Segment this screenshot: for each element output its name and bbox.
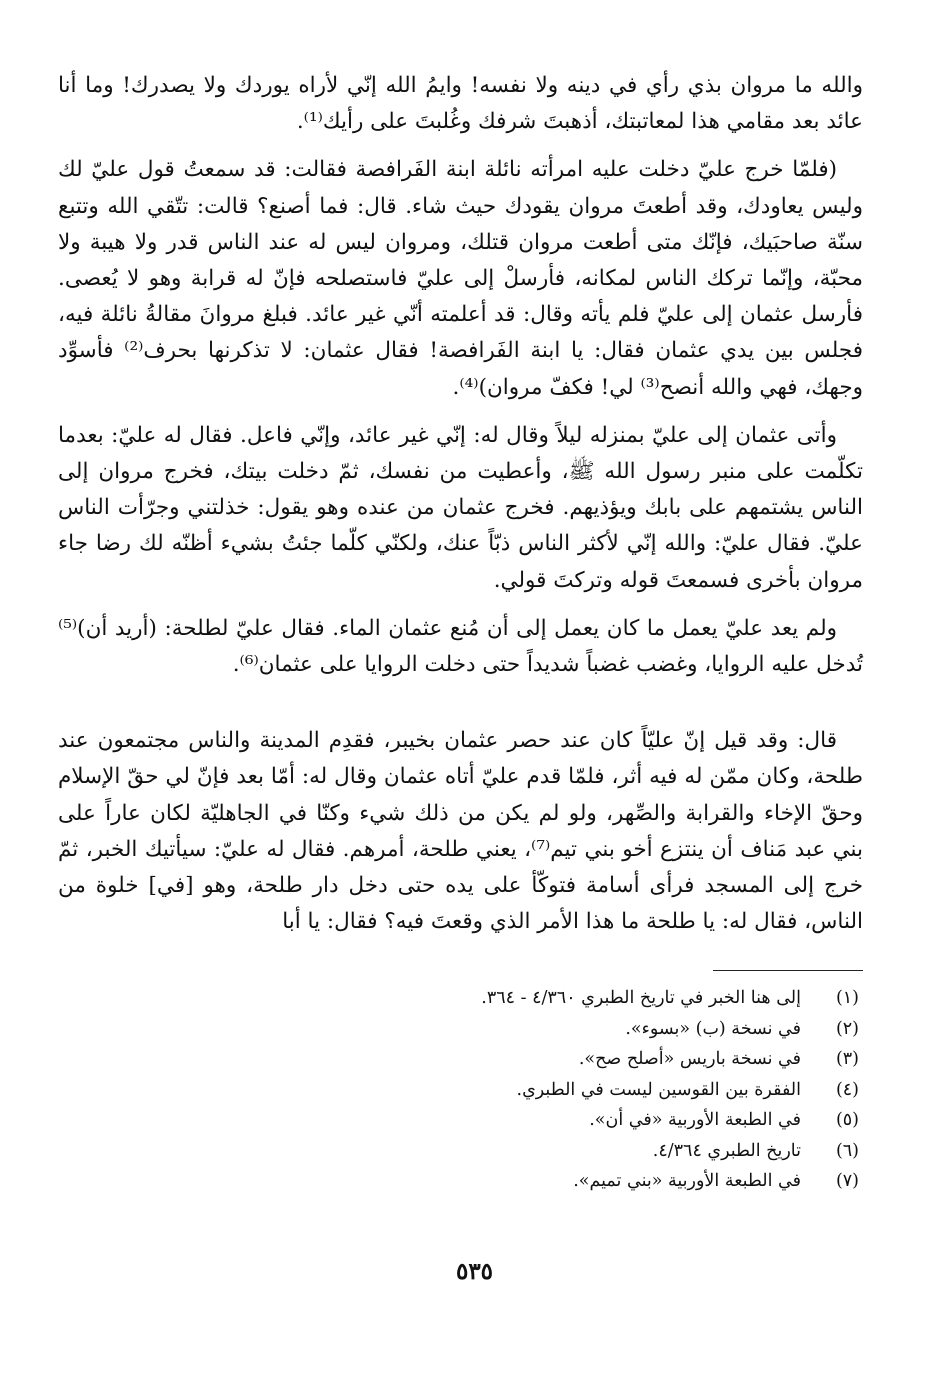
page-number: ٥٣٥ bbox=[455, 1258, 494, 1285]
footnote bbox=[58, 1044, 863, 1075]
paragraph-2: (فلمّا خرج عليّ دخلت عليه امرأته نائلة ابنة الفَرافصة فقالت: قد سمعتُ قول عليّ لك وليس يعاودك، وقد أطعتَ مروان يقودك حيث شاء. قال: فما أصنع؟ قالت: تتّقي الله وتتبع سنّة صاحبَيك، فإنّك متى أطعت مروان قتلك، ومروان ليس له عند الناس قدر ولا هيبة ولا محبّة، وإنّما تركك الناس لمكانه، فأرسلْ إلى عليّ فاستصلحه فإنّ له قرابة وهو لا يُعصى. فأرسل عثمان إلى عليّ فلم يأته وقال: قد أعلمته أنّي غير عائد. فبلغ مروانَ مقالةُ نائلة فيه، فجلس بين يدي عثمان فقال: يا ابنة الفَرافصة! فقال عثمان: لا تذكرنها بحرف⁽²⁾ فأسوِّد وجهك، فهي والله أنصح⁽³⁾ لي! فكفّ مروان)⁽⁴⁾. bbox=[58, 157, 864, 400]
footnote-number: (٢) bbox=[835, 1018, 859, 1039]
footnote-text: في الطبعة الأوربية «بني تميم». bbox=[573, 1171, 801, 1192]
footnote bbox=[58, 1166, 863, 1197]
paragraph-4: ولم يعد عليّ يعمل ما كان يعمل إلى أن مُنع عثمان الماء. فقال عليّ لطلحة: (أريد أن)⁽⁵⁾ تُدخل عليه الروايا، وغضب غضباً شديداً حتى دخلت الروايا على عثمان⁽⁶⁾. bbox=[58, 615, 863, 678]
footnote-number: (١) bbox=[835, 988, 859, 1009]
footnote-number: (٤) bbox=[835, 1079, 859, 1100]
footnote-number: (٦) bbox=[835, 1140, 859, 1161]
footnote bbox=[58, 983, 863, 1014]
footnote bbox=[58, 1105, 863, 1136]
footnote bbox=[58, 1136, 863, 1167]
footnote-text: إلى هنا الخبر في تاريخ الطبري ٤/٣٦٠ - ٣٦٤. bbox=[481, 988, 801, 1009]
footnote-number: (٧) bbox=[835, 1171, 859, 1192]
footnote-text: في الطبعة الأوربية «في أن». bbox=[589, 1110, 801, 1131]
footnote-text: تاريخ الطبري ٤/٣٦٤. bbox=[652, 1140, 801, 1161]
footnote-text: في نسخة (ب) «بسوء». bbox=[625, 1018, 801, 1039]
paragraph-5: قال: وقد قيل إنّ عليّاً كان عند حصر عثمان بخيبر، فقدِم المدينة والناس مجتمعون عند طلحة، وكان ممّن له فيه أثر، فلمّا قدم عليّ أتاه عثمان وقال له: أمّا بعد فإنّ لي حقّ الإسلام وحقّ الإخاء والقرابة والصِّهر، ولو لم يكن من ذلك شيء وكنّا في الجاهليّة لكان عاراً على بني عبد مَناف أن ينتزع أخو بني تيم⁽⁷⁾، يعني طلحة، أمرهم. فقال له عليّ: سيأتيك الخبر، ثمّ خرج إلى المسجد فرأى أسامة فتوكّأ على يده حتى دخل دار طلحة، وهو [في] خلوة من الناس، فقال له: يا طلحة ما هذا الأمر الذي وقعتَ فيه؟ فقال: يا أبا bbox=[58, 728, 863, 935]
footnote-number: (٣) bbox=[835, 1049, 859, 1070]
paragraph-1: والله ما مروان بذي رأي في دينه ولا نفسه! وايمُ الله إنّي لأراه يوردك ولا يصدرك! وما أنا عائد بعد مقامي هذا لمعاتبتك، أذهبتَ شرفك وغُلبتَ على رأيك⁽¹⁾. bbox=[58, 73, 863, 135]
footnote-text: الفقرة بين القوسين ليست في الطبري. bbox=[516, 1079, 801, 1100]
footnote bbox=[58, 1014, 863, 1045]
paragraph-3: وأتى عثمان إلى عليّ بمنزله ليلاً وقال له: إنّي غير عائد، وإنّي فاعل. فقال له عليّ: بعدما تكلّمت على منبر رسول الله ﷺ، وأعطيت من نفسك، ثمّ دخلت بيتك، فخرج مروان إلى الناس يشتمهم على بابك ويؤذيهم. فخرج عثمان من عنده وهو يقول: خذلتني وجرّأت الناس عليّ. فقال عليّ: والله إنّي لأكثر الناس ذبّاً عنك، ولكنّي كلّما جئتُ بشيء أظنّه لك رضا جاء مروان بأخرى فسمعتَ قوله وتركتَ قولي. bbox=[58, 422, 863, 593]
footnote-number: (٥) bbox=[835, 1110, 859, 1131]
footnotes bbox=[58, 983, 863, 1197]
footnote-text: في نسخة باريس «أصلح صح». bbox=[578, 1049, 801, 1070]
main-text bbox=[58, 68, 863, 940]
footnote-divider bbox=[713, 970, 863, 971]
footnote bbox=[58, 1075, 863, 1106]
